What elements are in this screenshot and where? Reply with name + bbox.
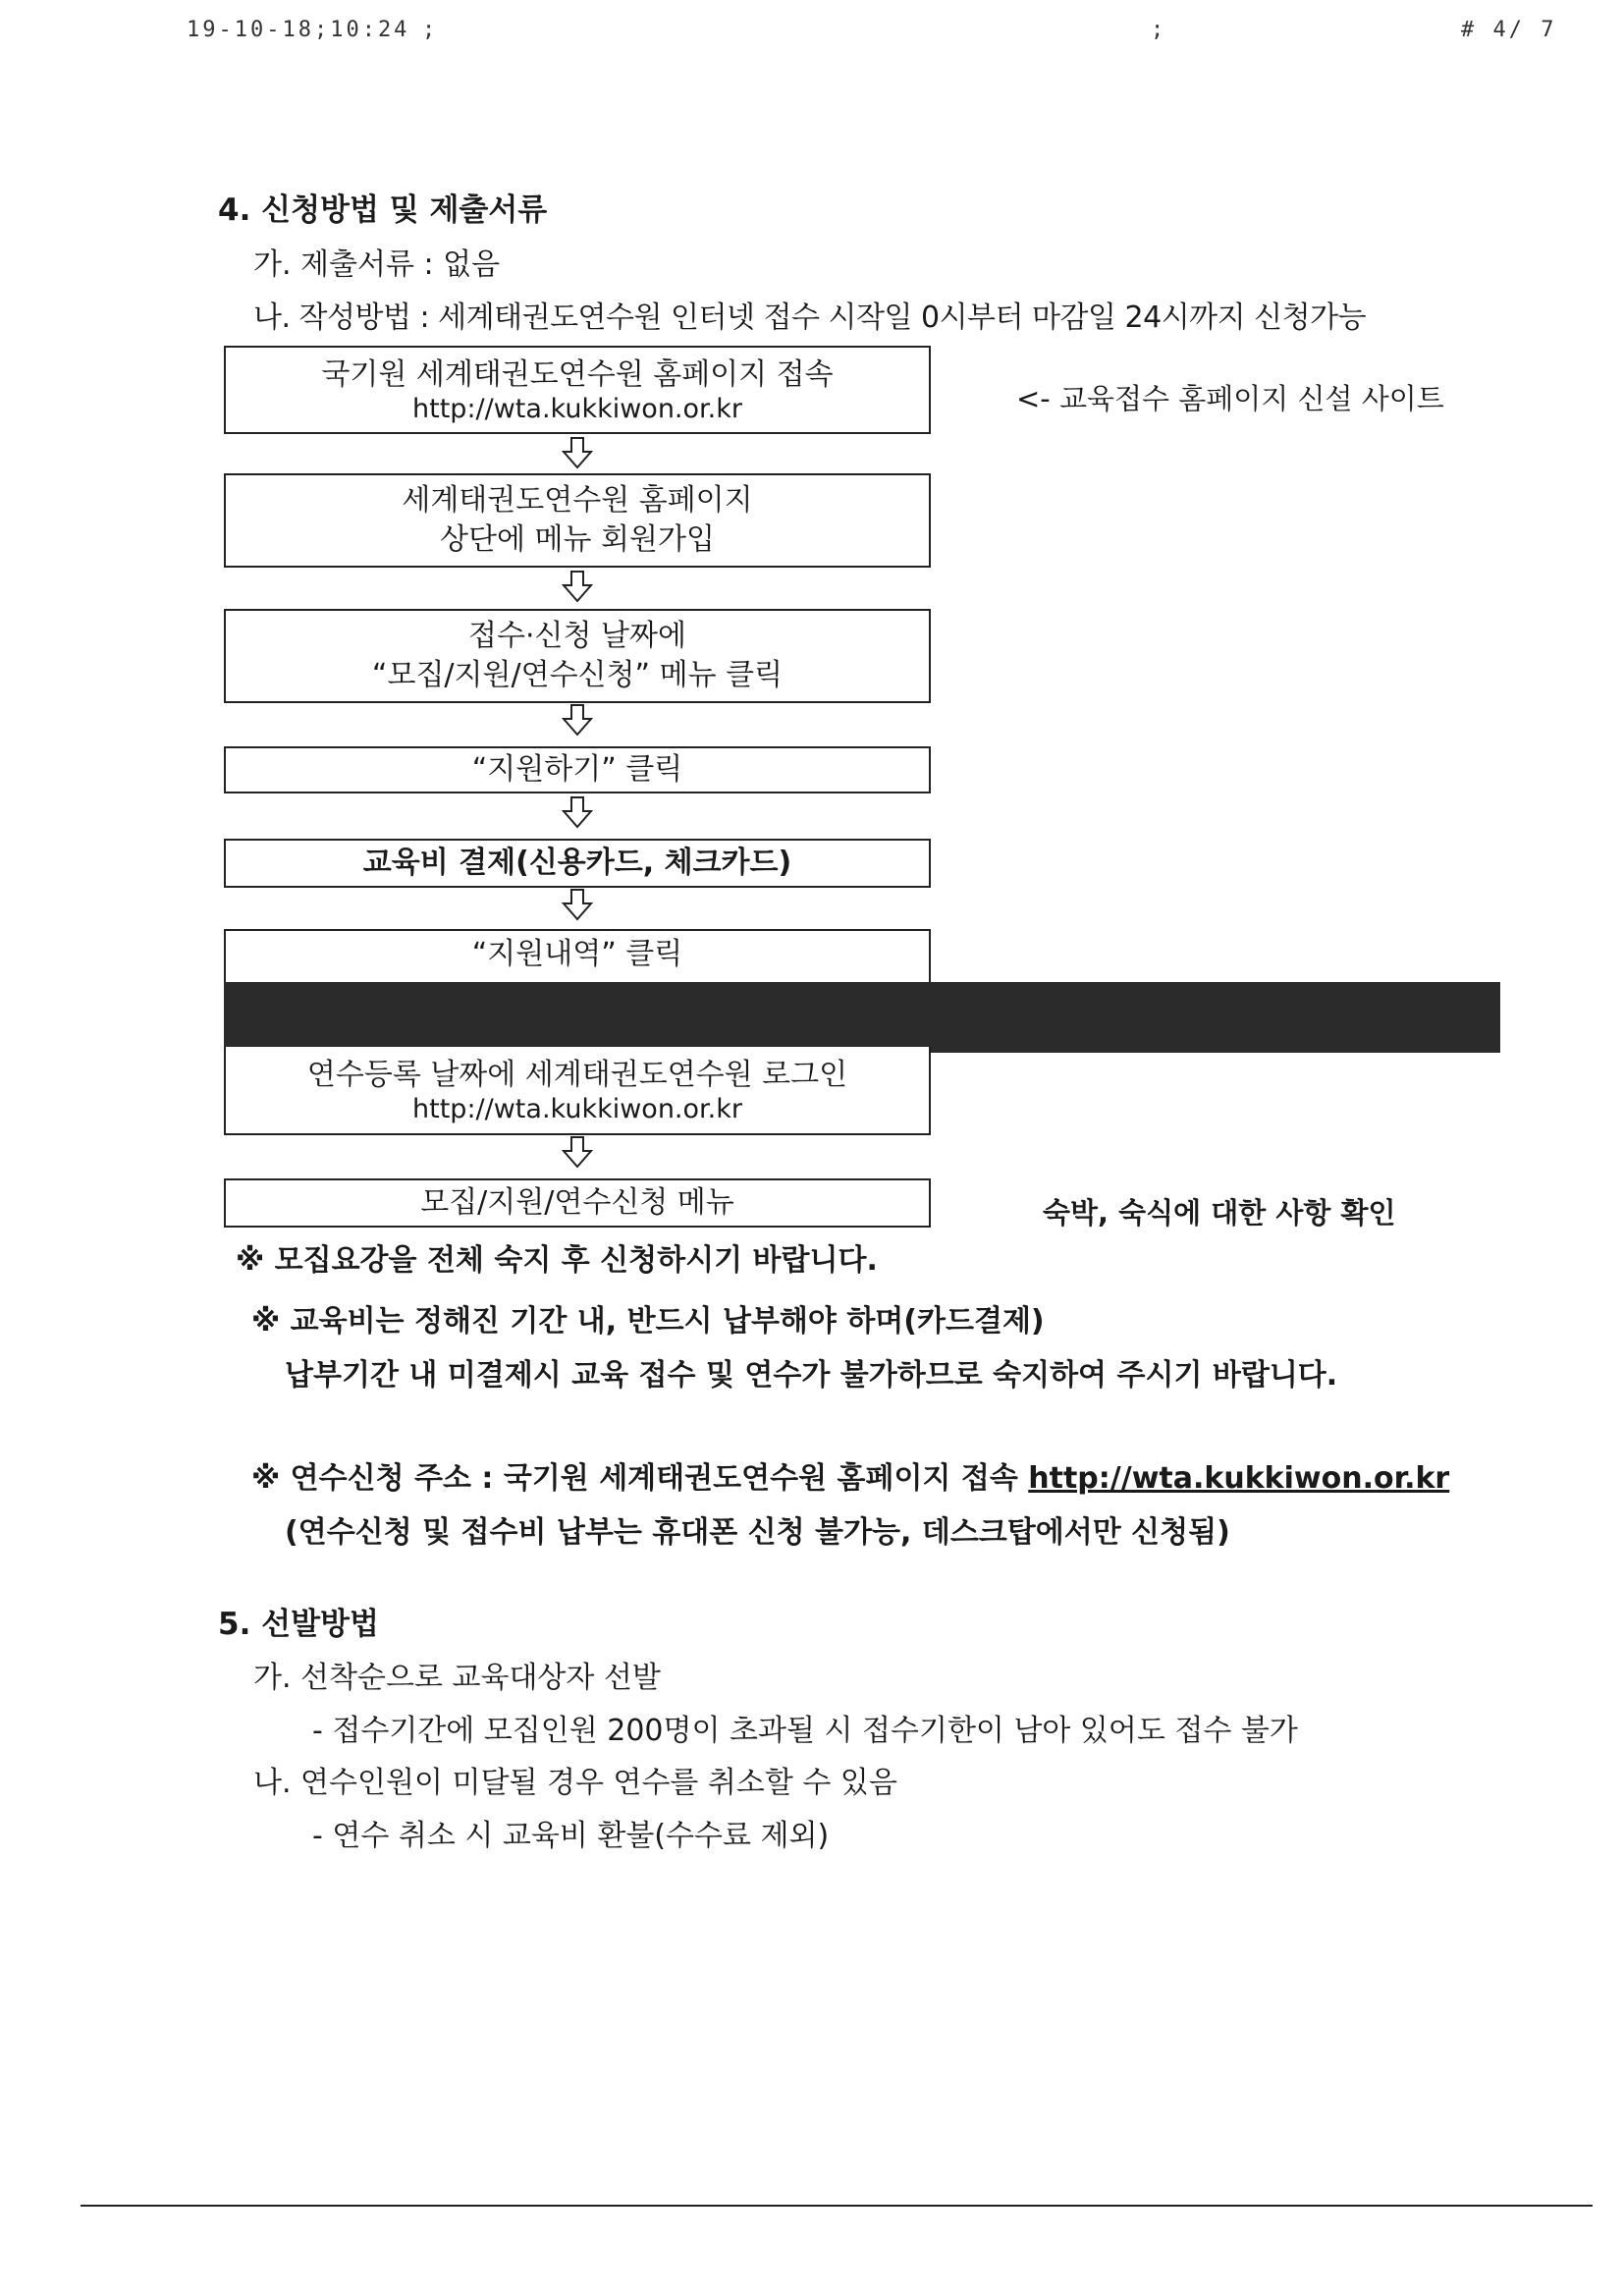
section-4-item-a: 가. 제출서류 : 없음 [253, 247, 501, 282]
flow-step-1-note: <- 교육접수 홈페이지 신설 사이트 [1016, 382, 1444, 415]
down-arrow-icon [560, 1135, 595, 1169]
fax-separator: ; [422, 18, 439, 42]
note-payment-line-1: ※ 교육비는 정해진 기간 내, 반드시 납부해야 하며(카드결제) [251, 1304, 1045, 1339]
flow-step-7-url: http://wta.kukkiwon.or.kr [412, 1094, 742, 1124]
section-4-title: 4. 신청방법 및 제출서류 [218, 192, 548, 228]
flow-step-1-text: 국기원 세계태권도연수원 홈페이지 접속 [321, 357, 834, 392]
down-arrow-icon [560, 436, 595, 469]
flow-step-6-text: “지원내역” 클릭 [471, 937, 683, 971]
section-4-item-b: 나. 작성방법 : 세계태권도연수원 인터넷 접수 시작일 0시부터 마감일 24시까지 신청가능 [253, 301, 1367, 335]
footer-rule [81, 2205, 1593, 2207]
down-arrow-icon [560, 795, 595, 829]
note-address-label: ※ 연수신청 주소 : 국기원 세계태권도연수원 홈페이지 접속 [251, 1461, 1029, 1496]
fax-separator: ; [1151, 18, 1167, 42]
flow-step-5 [224, 839, 931, 888]
note-address [251, 1453, 1449, 1497]
section-5-item-a-sub: - 접수기간에 모집인원 200명이 초과될 시 접수기한이 남아 있어도 접수 불가 [312, 1714, 1298, 1748]
flow-step-6 [224, 929, 931, 984]
flow-step-2 [224, 473, 931, 568]
section-5-item-a: 가. 선착순으로 교육대상자 선발 [253, 1661, 661, 1695]
flow-step-3-line-2: “모집/지원/연수신청” 메뉴 클릭 [371, 658, 784, 692]
flow-step-8 [224, 1178, 931, 1228]
note-address-url[interactable]: http://wta.kukkiwon.or.kr [1028, 1461, 1450, 1496]
flow-step-3 [224, 609, 931, 703]
section-5-item-b: 나. 연수인원이 미달될 경우 연수를 취소할 수 있음 [253, 1766, 897, 1800]
down-arrow-icon [560, 570, 595, 603]
down-arrow-icon [560, 703, 595, 737]
fax-page-number: # 4/ 7 [1461, 18, 1557, 42]
redaction-bar [224, 982, 1500, 1053]
note-read-guidelines: ※ 모집요강을 전체 숙지 후 신청하시기 바랍니다. [236, 1243, 878, 1278]
down-arrow-icon [560, 888, 595, 921]
flow-step-5-text: 교육비 결제(신용카드, 체크카드) [362, 846, 792, 880]
flow-step-7 [224, 1047, 931, 1135]
flow-step-1-url: http://wta.kukkiwon.or.kr [412, 394, 742, 424]
section-5-title: 5. 선발방법 [218, 1607, 379, 1642]
flow-step-7-text: 연수등록 날짜에 세계태권도연수원 로그인 [306, 1058, 848, 1092]
flow-step-4-text: “지원하기” 클릭 [471, 752, 683, 787]
section-5-item-b-sub: - 연수 취소 시 교육비 환불(수수료 제외) [312, 1819, 830, 1853]
flow-step-8-text: 모집/지원/연수신청 메뉴 [420, 1185, 734, 1220]
flow-step-1 [224, 346, 931, 434]
flow-step-8-note: 숙박, 숙식에 대한 사항 확인 [1043, 1196, 1396, 1230]
note-desktop-only: (연수신청 및 접수비 납부는 휴대폰 신청 불가능, 데스크탑에서만 신청됨) [285, 1515, 1230, 1550]
flow-step-2-line-2: 상단에 메뉴 회원가입 [440, 522, 715, 557]
flow-step-2-line-1: 세계태권도연수원 홈페이지 [402, 483, 753, 518]
fax-datetime: 19-10-18;10:24 [187, 18, 410, 42]
flow-step-4 [224, 746, 931, 793]
flow-step-3-line-1: 접수·신청 날짜에 [468, 619, 686, 653]
note-payment-line-2: 납부기간 내 미결제시 교육 접수 및 연수가 불가하므로 숙지하여 주시기 바랍니다. [285, 1358, 1338, 1393]
